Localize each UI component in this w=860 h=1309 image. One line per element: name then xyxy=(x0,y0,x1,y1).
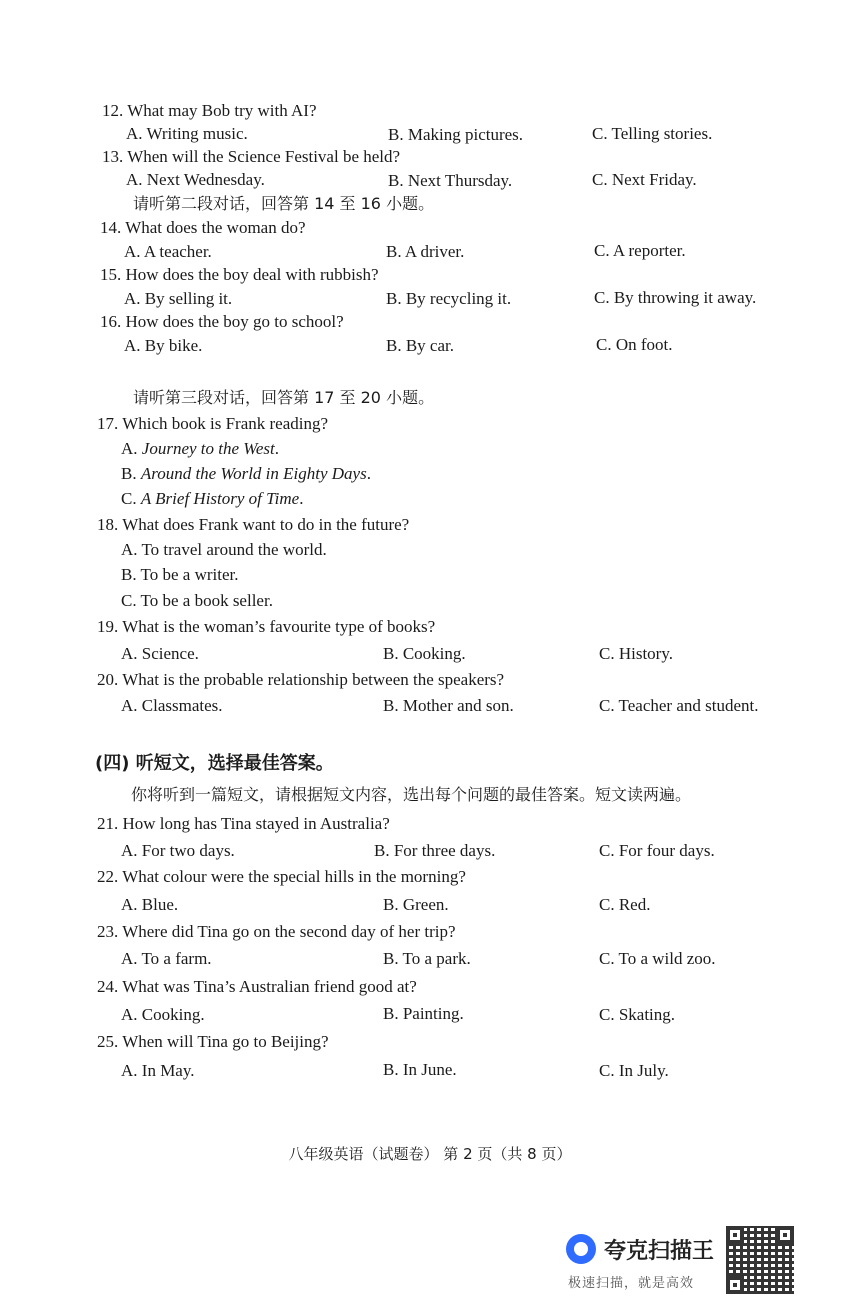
option-12b: B. Making pictures. xyxy=(388,125,524,144)
option-16c: C. On foot. xyxy=(596,335,673,354)
option-24b: B. Painting. xyxy=(383,1004,464,1023)
qr-code-icon xyxy=(726,1226,794,1294)
question-14: 14. What does the woman do? xyxy=(100,218,306,237)
section-4-title: (四) 听短文，选择最佳答案。 xyxy=(95,753,334,774)
option-21b: B. For three days. xyxy=(374,841,496,860)
brand-name: 夸克扫描王 xyxy=(604,1239,715,1264)
option-19b: B. Cooking. xyxy=(383,644,466,663)
question-25: 25. When will Tina go to Beijing? xyxy=(97,1032,329,1051)
option-20a: A. Classmates. xyxy=(121,696,223,715)
option-16a: A. By bike. xyxy=(124,336,203,355)
instruction-dialogue-2: 请听第二段对话，回答第 14 至 16 小题。 xyxy=(133,194,435,213)
option-15b: B. By recycling it. xyxy=(386,289,512,308)
question-13: 13. When will the Science Festival be held? xyxy=(102,147,401,166)
option-18c: C. To be a book seller. xyxy=(121,591,273,610)
question-17: 17. Which book is Frank reading? xyxy=(97,414,329,433)
option-21c: C. For four days. xyxy=(599,841,715,860)
option-14b: B. A driver. xyxy=(386,242,465,261)
option-21a: A. For two days. xyxy=(121,841,235,860)
option-23a: A. To a farm. xyxy=(121,949,212,968)
option-12c: C. Telling stories. xyxy=(592,124,713,143)
option-19a: A. Science. xyxy=(121,644,199,663)
question-20: 20. What is the probable relationship between the speakers? xyxy=(97,670,505,689)
option-12a: A. Writing music. xyxy=(126,124,248,143)
option-18b: B. To be a writer. xyxy=(121,565,239,584)
option-23c: C. To a wild zoo. xyxy=(599,949,716,968)
option-22b: B. Green. xyxy=(383,895,449,914)
question-15: 15. How does the boy deal with rubbish? xyxy=(100,265,379,284)
instruction-dialogue-3: 请听第三段对话，回答第 17 至 20 小题。 xyxy=(133,388,435,407)
option-25c: C. In July. xyxy=(599,1061,669,1080)
option-22c: C. Red. xyxy=(599,895,651,914)
option-22a: A. Blue. xyxy=(121,895,179,914)
option-17b: B. Around the World in Eighty Days. xyxy=(121,464,371,483)
option-17c: C. A Brief History of Time. xyxy=(121,489,304,508)
section-4-instruction: 你将听到一篇短文，请根据短文内容，选出每个问题的最佳答案。短文读两遍。 xyxy=(131,785,692,804)
option-20c: C. Teacher and student. xyxy=(599,696,759,715)
option-24c: C. Skating. xyxy=(599,1005,676,1024)
option-14a: A. A teacher. xyxy=(124,242,212,261)
question-16: 16. How does the boy go to school? xyxy=(100,312,344,331)
scanner-watermark xyxy=(566,1228,726,1291)
page-footer: 八年级英语（试题卷） 第 2 页（共 8 页） xyxy=(288,1145,572,1163)
option-18a: A. To travel around the world. xyxy=(121,540,327,559)
option-19c: C. History. xyxy=(599,644,673,663)
question-18: 18. What does Frank want to do in the future? xyxy=(97,515,410,534)
option-17a: A. Journey to the West. xyxy=(121,439,280,458)
question-23: 23. Where did Tina go on the second day of her trip? xyxy=(97,922,456,941)
brand-slogan: 极速扫描，就是高效 xyxy=(568,1276,695,1291)
option-15c: C. By throwing it away. xyxy=(594,288,757,307)
question-12: 12. What may Bob try with AI? xyxy=(102,101,317,120)
option-25a: A. In May. xyxy=(121,1061,195,1080)
option-13b: B. Next Thursday. xyxy=(388,171,513,190)
option-13a: A. Next Wednesday. xyxy=(126,170,265,189)
option-13c: C. Next Friday. xyxy=(592,170,697,189)
option-14c: C. A reporter. xyxy=(594,241,686,260)
option-24a: A. Cooking. xyxy=(121,1005,205,1024)
option-25b: B. In June. xyxy=(383,1060,457,1079)
option-20b: B. Mother and son. xyxy=(383,696,514,715)
question-19: 19. What is the woman’s favourite type of books? xyxy=(97,617,436,636)
quark-logo-icon xyxy=(566,1234,596,1264)
option-16b: B. By car. xyxy=(386,336,454,355)
question-21: 21. How long has Tina stayed in Australia? xyxy=(97,814,390,833)
option-15a: A. By selling it. xyxy=(124,289,233,308)
option-23b: B. To a park. xyxy=(383,949,471,968)
question-22: 22. What colour were the special hills in the morning? xyxy=(97,867,466,886)
question-24: 24. What was Tina’s Australian friend good at? xyxy=(97,977,417,996)
